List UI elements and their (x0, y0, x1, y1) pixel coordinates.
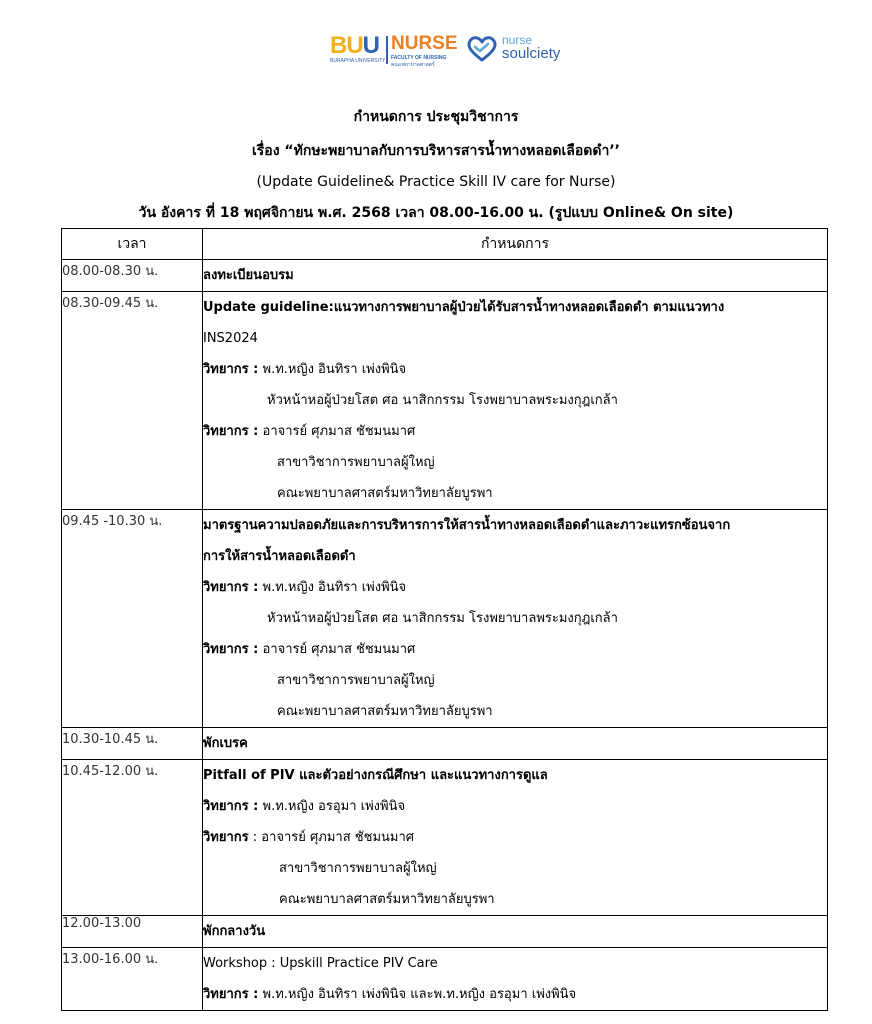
speaker-label: วิทยากร : (203, 362, 259, 377)
table-row (62, 292, 828, 510)
table-header-row (62, 229, 828, 260)
agenda-title: มาตรฐานความปลอดภัยและการบริหารการให้สารน้ำทางหลอดเลือดดำและภาวะแทรกซ้อนจาก (203, 518, 731, 533)
row-agenda (203, 916, 828, 948)
table-row (62, 948, 828, 1011)
row-agenda (203, 728, 828, 760)
row-time: 08.30-09.45 น. (62, 292, 203, 510)
agenda-title: ลงทะเบียนอบรม (203, 268, 294, 283)
soulciety-logo-bottom: soulciety (502, 45, 561, 62)
row-time: 12.00-13.00 (62, 916, 203, 948)
speaker-line (203, 822, 827, 853)
speaker-department: สาขาวิชาการพยาบาลผู้ใหญ่ (277, 455, 435, 470)
agenda-title: Workshop : Upskill Practice PIV Care (203, 956, 438, 971)
logo-divider (386, 36, 388, 64)
agenda-title: พักกลางวัน (203, 924, 266, 939)
buu-logo-letter-u: U (362, 32, 380, 59)
table-row (62, 916, 828, 948)
row-agenda (203, 760, 828, 916)
speaker-line (203, 979, 827, 1010)
topic-title: เรื่อง “ทักษะพยาบาลกับการบริหารสารน้ำทางหลอดเลือดดำ’’ (252, 143, 620, 159)
speaker-faculty: คณะพยาบาลศาสตร์มหาวิทยาลัยบูรพา (277, 704, 493, 719)
soulciety-heart-icon (466, 36, 498, 62)
speaker-label: วิทยากร (203, 830, 249, 845)
speaker-department: สาขาวิชาการพยาบาลผู้ใหญ่ (277, 673, 435, 688)
header-agenda: กำหนดการ (203, 229, 828, 260)
speaker-label: วิทยากร : (203, 642, 259, 657)
nurse-logo-subtitle-en: FACULTY OF NURSING (391, 55, 447, 61)
speaker-name: พ.ท.หญิง อินทิรา เพ่งพินิจ และพ.ท.หญิง อรอุมา เพ่งพินิจ (262, 987, 577, 1002)
nurse-logo-word: NURSE (391, 33, 458, 54)
speaker-label: วิทยากร : (203, 580, 259, 595)
header-time: เวลา (62, 229, 203, 260)
speaker-name: อาจารย์ ศุภมาส ชัชมนมาศ (262, 642, 416, 657)
agenda-title-cont: INS2024 (203, 331, 258, 346)
table-row (62, 728, 828, 760)
row-agenda (203, 510, 828, 728)
agenda-title: Pitfall of PIV และตัวอย่างกรณีศึกษา และแนวทางการดูแล (203, 768, 548, 783)
speaker-line (203, 791, 827, 822)
speaker-label: วิทยากร : (203, 799, 259, 814)
speaker-faculty: คณะพยาบาลศาสตร์มหาวิทยาลัยบูรพา (279, 892, 495, 907)
speaker-line (203, 354, 827, 385)
buu-logo-subtitle: BURAPHA UNIVERSITY (330, 58, 386, 64)
speaker-name: พ.ท.หญิง อินทิรา เพ่งพินิจ (262, 580, 407, 595)
row-time: 13.00-16.00 น. (62, 948, 203, 1011)
speaker-department: สาขาวิชาการพยาบาลผู้ใหญ่ (279, 861, 437, 876)
event-date-line: วัน อังคาร ที่ 18 พฤศจิกายน พ.ศ. 2568 เวลา 08.00-16.00 น. (รูปแบบ Online& On site) (138, 205, 734, 221)
speaker-affiliation: หัวหน้าหอผู้ป่วยโสต ศอ นาสิกกรรม โรงพยาบาลพระมงกุฎเกล้า (267, 611, 618, 626)
speaker-name: : อาจารย์ ศุภมาส ชัชมนมาศ (248, 830, 415, 845)
row-time: 10.30-10.45 น. (62, 728, 203, 760)
soulciety-logo-top: nurse (502, 33, 533, 47)
nurse-logo-subtitle-th: คณะพยาบาลศาสตร์ (391, 62, 435, 68)
buu-logo (330, 34, 385, 60)
agenda-title: พักเบรค (203, 736, 248, 751)
speaker-faculty: คณะพยาบาลศาสตร์มหาวิทยาลัยบูรพา (277, 486, 493, 501)
agenda-title-cont: การให้สารน้ำหลอดเลือดดำ (203, 549, 356, 564)
row-agenda (203, 292, 828, 510)
speaker-label: วิทยากร : (203, 424, 259, 439)
logo-row (0, 30, 872, 70)
row-agenda (203, 260, 828, 292)
buu-logo-letters: BU (330, 32, 363, 59)
row-time: 08.00-08.30 น. (62, 260, 203, 292)
agenda-title: Update guideline:แนวทางการพยาบาลผู้ป่วยได้รับสารน้ำทางหลอดเลือดดำ ตามแนวทาง (203, 300, 725, 315)
table-row (62, 510, 828, 728)
page-title: กำหนดการ ประชุมวิชาการ (353, 109, 519, 125)
speaker-name: พ.ท.หญิง อินทิรา เพ่งพินิจ (262, 362, 407, 377)
topic-title-english: (Update Guideline& Practice Skill IV care for Nurse) (256, 174, 616, 190)
speaker-name: อาจารย์ ศุภมาส ชัชมนมาศ (262, 424, 416, 439)
speaker-line (203, 416, 827, 447)
speaker-label: วิทยากร : (203, 987, 259, 1002)
speaker-affiliation: หัวหน้าหอผู้ป่วยโสต ศอ นาสิกกรรม โรงพยาบาลพระมงกุฎเกล้า (267, 393, 618, 408)
speaker-name: พ.ท.หญิง อรอุมา เพ่งพินิจ (262, 799, 406, 814)
table-row (62, 260, 828, 292)
table-row (62, 760, 828, 916)
row-time: 10.45-12.00 น. (62, 760, 203, 916)
row-time: 09.45 -10.30 น. (62, 510, 203, 728)
row-agenda (203, 948, 828, 1011)
speaker-line (203, 634, 827, 665)
schedule-table (61, 228, 828, 1011)
speaker-line (203, 572, 827, 603)
